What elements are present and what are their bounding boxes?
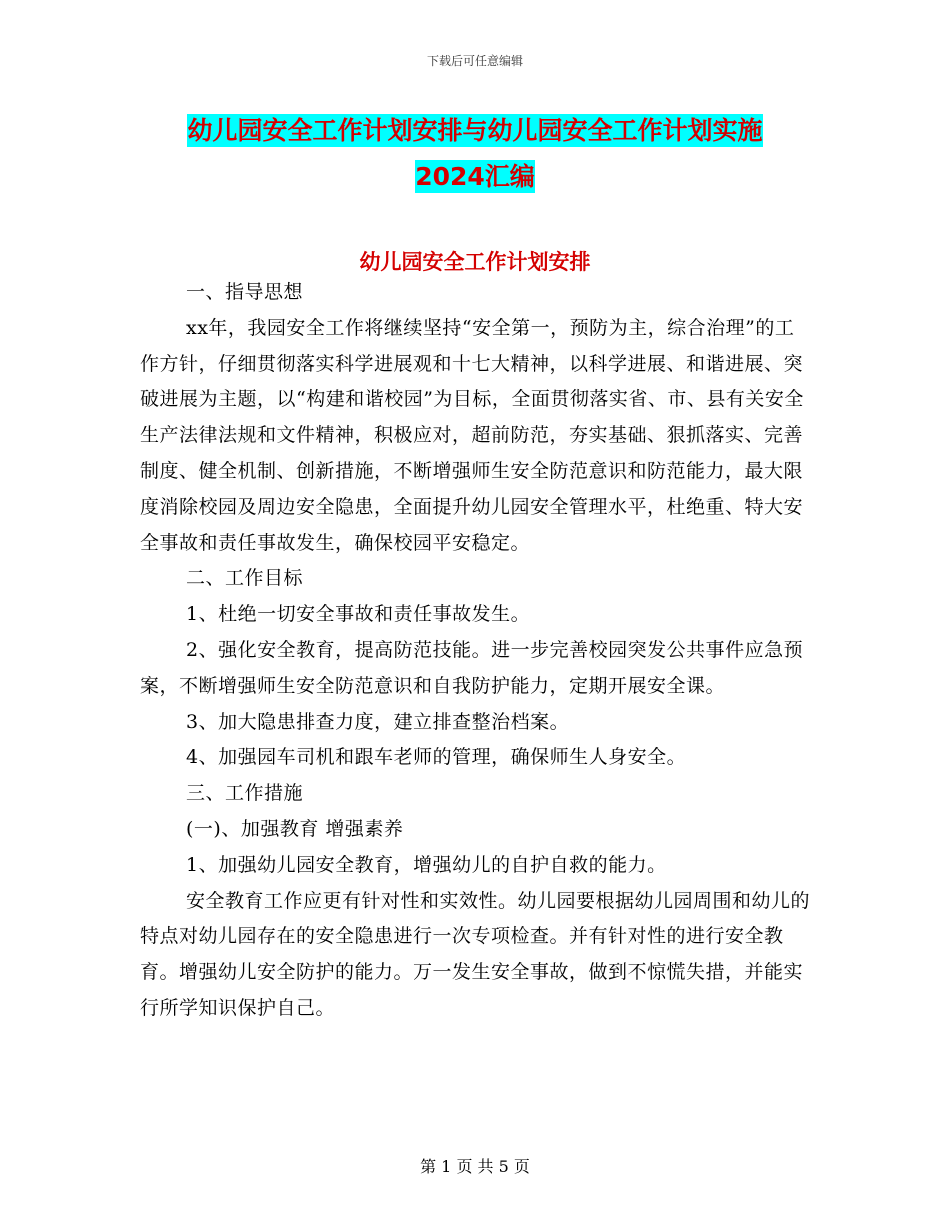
document-title-line1: 幼儿园安全工作计划安排与幼儿园安全工作计划实施 xyxy=(187,116,763,145)
paragraph-guiding-ideology: xx年，我园安全工作将继续坚持“安全第一，预防为主，综合治理”的工作方针，仔细贯彻落实科学进展观和十七大精神，以科学进展、和谐进展、突破进展为主题，以“构建和谐校园”为目标，全面贯彻落实省、市、县有关安全生产法律法规和文件精神，积极应对，超前防范，夯实基础、狠抓落实、完善制度、健全机制、创新措施，不断增强师生安全防范意识和防范能力，最大限度消除校园及周边安全隐患，全面提升幼儿园安全管理水平，杜绝重、特大安全事故和责任事故发生，确保校园平安稳定。 xyxy=(140,316,804,554)
heading-work-goals: 二、工作目标 xyxy=(186,567,304,590)
measure-item-1: 1、加强幼儿园安全教育，增强幼儿的自护自救的能力。 xyxy=(186,853,667,876)
section-title: 幼儿园安全工作计划安排 xyxy=(359,250,591,274)
goal-item-1: 1、杜绝一切安全事故和责任事故发生。 xyxy=(186,603,531,626)
document-title xyxy=(140,108,810,200)
goal-item-2: 2、强化安全教育，提高防范技能。进一步完善校园突发公共事件应急预案，不断增强师生安全防范意识和自我防护能力，定期开展安全课。 xyxy=(140,638,804,697)
heading-work-measures: 三、工作措施 xyxy=(186,782,304,805)
page-footer: 第 1 页 共 5 页 xyxy=(420,1157,530,1176)
paragraph-safety-education: 安全教育工作应更有针对性和实效性。幼儿园要根据幼儿园周围和幼儿的特点对幼儿园存在的安全隐患进行一次专项检查。并有针对性的进行安全教育。增强幼儿安全防护的能力。万一发生安全事故，做到不惊慌失措，并能实行所学知识保护自己。 xyxy=(140,889,811,1019)
header-note: 下载后可任意编辑 xyxy=(426,54,523,68)
goal-item-4: 4、加强园车司机和跟车老师的管理，确保师生人身安全。 xyxy=(186,746,687,769)
body-text xyxy=(140,275,810,1027)
goal-item-3: 3、加大隐患排查力度，建立排查整治档案。 xyxy=(186,710,570,733)
subheading-education: (一)、加强教育 增强素养 xyxy=(186,817,404,840)
heading-guiding-ideology: 一、指导思想 xyxy=(186,281,304,303)
document-title-line2: 2024汇编 xyxy=(415,162,535,191)
